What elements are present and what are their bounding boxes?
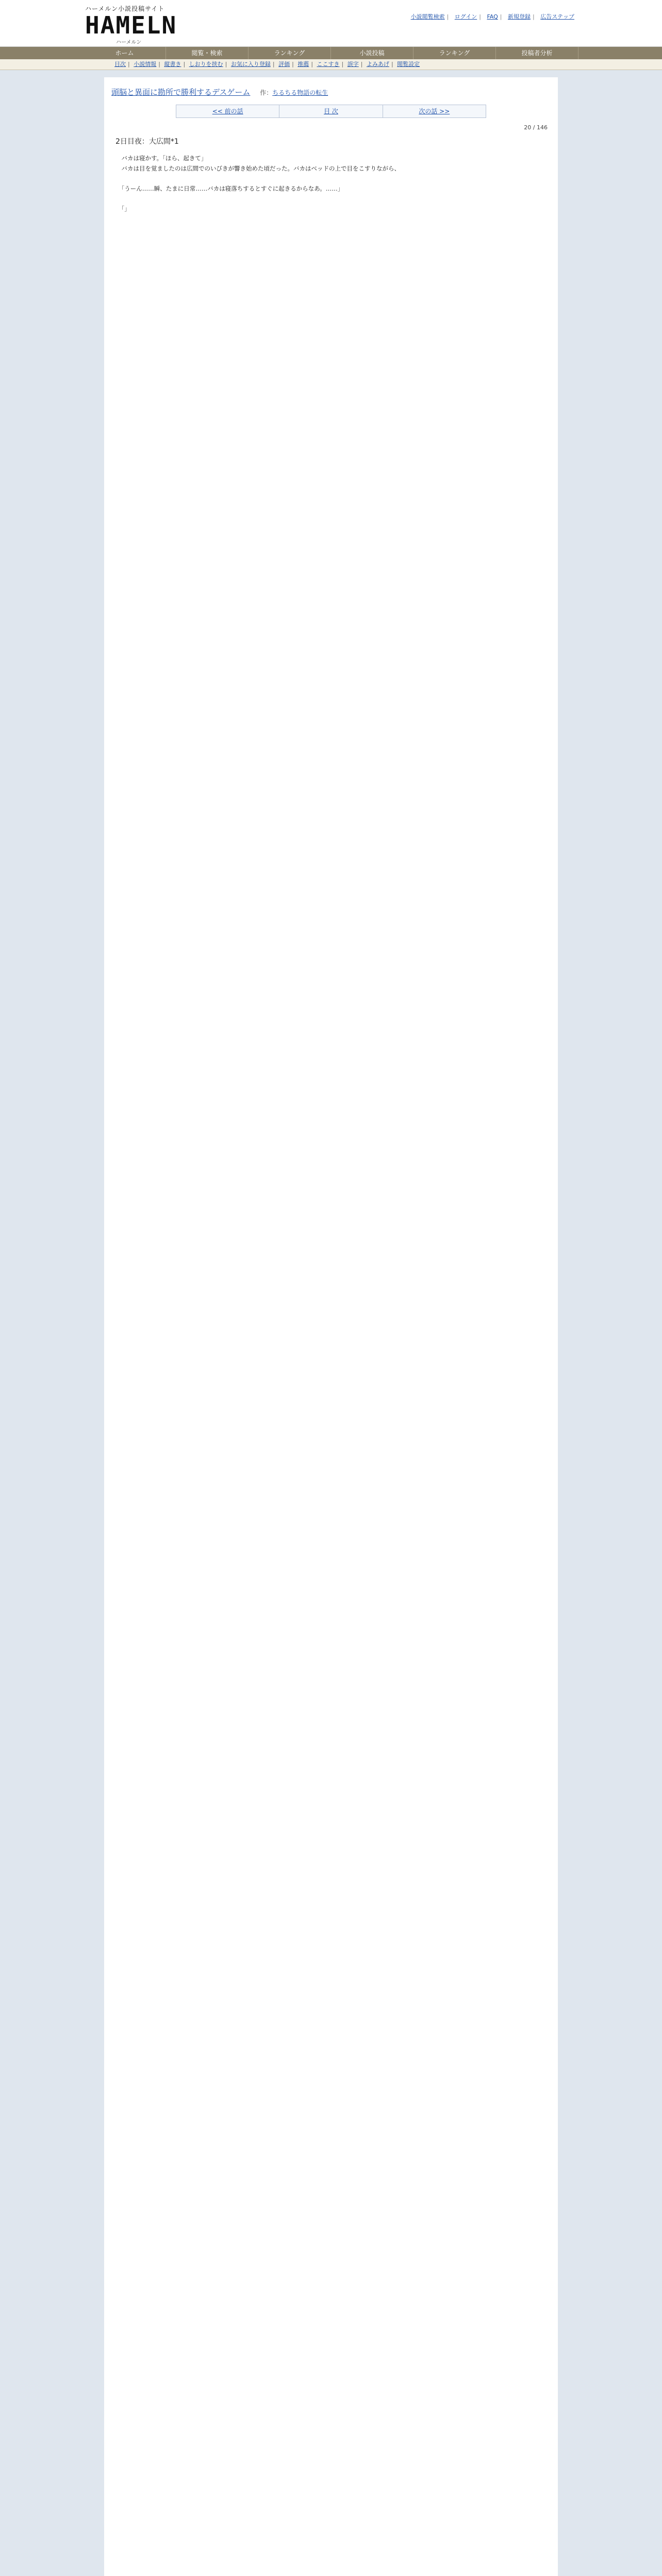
logo-main: HAMELN <box>85 11 177 39</box>
main-panel <box>104 77 558 2576</box>
subnav-bookmark[interactable]: しおりを挟む <box>189 61 223 67</box>
main-nav <box>0 47 662 59</box>
body-line <box>115 224 547 234</box>
separator: | <box>341 61 344 67</box>
logo-kana: ハーメルン <box>116 40 142 45</box>
nav-ranking2[interactable]: ランキング <box>413 47 496 59</box>
body-line <box>115 234 547 245</box>
body-line <box>115 214 547 225</box>
subnav-settings[interactable]: 閲覧設定 <box>397 61 420 67</box>
body-line <box>115 265 547 275</box>
separator: | <box>272 61 275 67</box>
novel-title-bar <box>104 82 558 100</box>
body-line <box>115 194 547 204</box>
body-line: バカは寝かす。「ほら、起きて」 <box>115 155 207 162</box>
subnav-info[interactable]: 小説情報 <box>134 61 157 67</box>
author-line <box>260 89 328 96</box>
body-line <box>115 285 547 295</box>
subnav-rate[interactable]: 評価 <box>278 61 290 67</box>
separator: | <box>311 61 313 67</box>
pager-top <box>176 105 486 118</box>
prev-link[interactable]: << 前の話 <box>176 105 279 117</box>
subnav-vertical[interactable]: 縦書き <box>164 61 181 67</box>
separator: | <box>292 61 294 67</box>
logo-subtitle: ハーメルン小説投稿サイト <box>85 5 165 12</box>
separator: | <box>479 13 481 20</box>
separator: | <box>128 61 130 67</box>
page-count: 20 / 146 <box>524 124 548 131</box>
author-label: 作： <box>260 89 273 96</box>
episode-title: 2日目夜：大広間*1 <box>115 138 179 146</box>
header-link-search[interactable]: 小説閲覧検索 <box>410 13 445 20</box>
body-line <box>115 305 547 315</box>
body-line: バカは目を覚ましたのは広間でのいびきが響き始めた頃だった。バカはベッドの上で目をこすりながら、 <box>115 164 400 172</box>
novel-title[interactable]: 頭脳と異面に勘所で勝利するデスゲーム <box>111 88 251 97</box>
body-line <box>115 244 547 255</box>
separator: | <box>225 61 227 67</box>
separator: | <box>533 13 535 20</box>
subnav-tts[interactable]: よみあげ <box>366 61 389 67</box>
subnav-toc[interactable]: 目次 <box>114 61 126 67</box>
site-header <box>0 0 662 47</box>
author-name[interactable]: ちるちる物語の転生 <box>272 89 328 96</box>
subnav-favorite[interactable]: お気に入り登録 <box>230 61 271 67</box>
body-line: 「」 <box>115 205 130 212</box>
separator: | <box>500 13 502 20</box>
subnav-typo[interactable]: 誤字 <box>347 61 359 67</box>
header-link-faq[interactable]: FAQ <box>487 13 498 20</box>
nav-post[interactable]: 小説投稿 <box>331 47 413 59</box>
body-line: 「うーん……瞬、たまに日常……バカは寝落ちするとすぐに起きるからなあ。……」 <box>115 184 344 192</box>
subnav-like[interactable]: ここすき <box>317 61 340 67</box>
body-line <box>115 275 547 285</box>
nav-home[interactable]: ホーム <box>84 47 166 59</box>
body-line <box>115 295 547 305</box>
body-line <box>115 174 547 184</box>
header-link-login[interactable]: ログイン <box>454 13 477 20</box>
body-line <box>115 315 547 326</box>
separator: | <box>391 61 393 67</box>
header-links <box>407 12 574 21</box>
subnav-recommend[interactable]: 推薦 <box>297 61 309 67</box>
sub-nav <box>0 59 662 70</box>
body-line <box>115 255 547 265</box>
novel-body <box>104 154 558 325</box>
site-logo[interactable] <box>85 4 188 45</box>
separator: | <box>446 13 449 20</box>
separator: | <box>183 61 186 67</box>
separator: | <box>360 61 363 67</box>
next-link[interactable]: 次の話 >> <box>383 105 486 117</box>
header-link-ad[interactable]: 広告ステップ <box>540 13 574 20</box>
toc-link[interactable]: 目 次 <box>279 105 383 117</box>
nav-browse[interactable]: 閲覧・検索 <box>166 47 249 59</box>
separator: | <box>158 61 160 67</box>
header-link-register[interactable]: 新規登録 <box>508 13 531 20</box>
nav-analysis[interactable]: 投稿者分析 <box>496 47 578 59</box>
nav-ranking[interactable]: ランキング <box>249 47 331 59</box>
